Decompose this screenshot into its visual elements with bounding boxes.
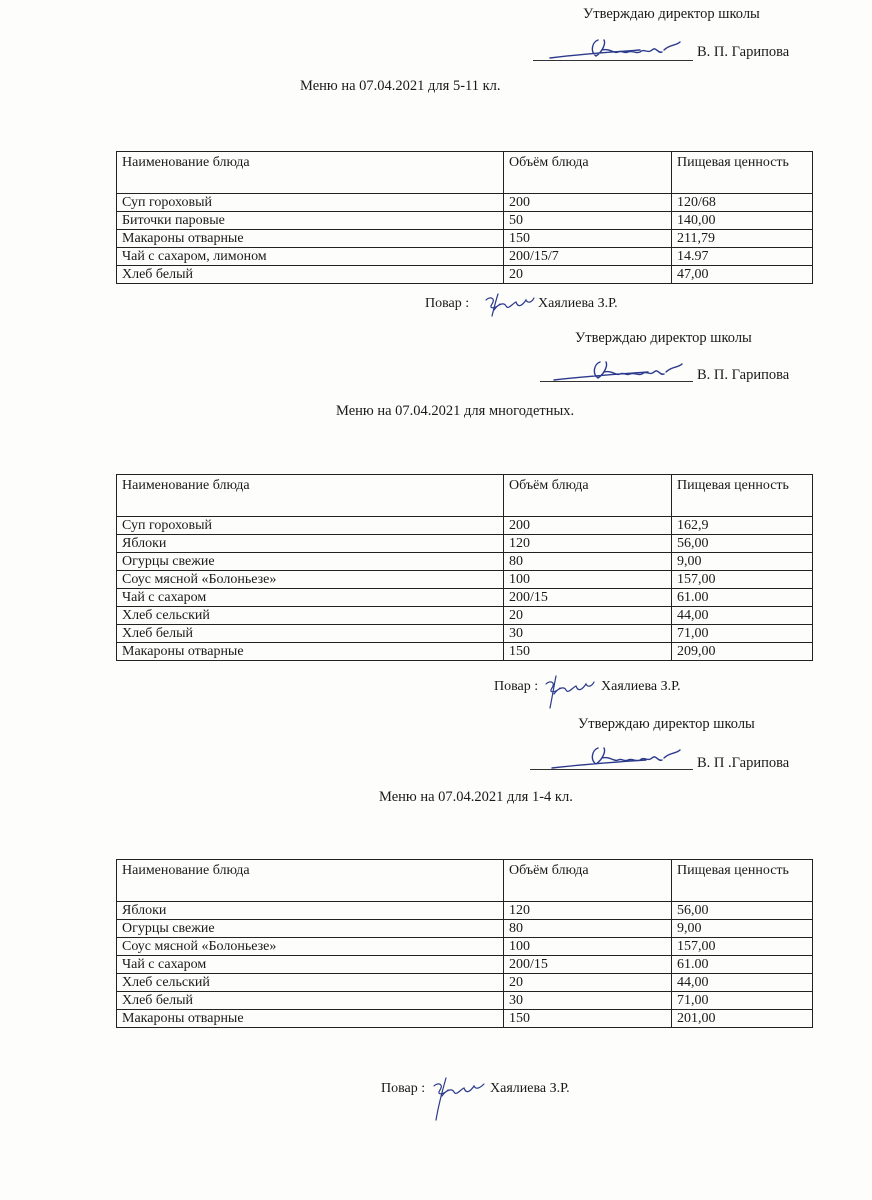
- cell-value: 211,79: [672, 230, 813, 248]
- table-row: [117, 1010, 813, 1028]
- header-dish: Наименование блюда: [117, 152, 504, 194]
- cell-value: 44,00: [672, 607, 813, 625]
- cell-value: 47,00: [672, 266, 813, 284]
- cook-label: Повар :: [425, 296, 470, 311]
- cell-dish: Соус мясной «Болоньезе»: [117, 571, 504, 589]
- approval-text: Утверждаю директор школы: [583, 6, 760, 22]
- menu-table: [116, 474, 813, 661]
- table-row: [117, 902, 813, 920]
- cell-value: 61.00: [672, 589, 813, 607]
- table-row: [117, 956, 813, 974]
- table-header-row: [117, 152, 813, 194]
- cook-signature-icon: [482, 290, 538, 320]
- header-volume: Объём блюда: [504, 152, 672, 194]
- cell-dish: Чай с сахаром: [117, 956, 504, 974]
- approval-text: Утверждаю директор школы: [578, 716, 755, 732]
- cell-volume: 80: [504, 920, 672, 938]
- menu-title: Меню на 07.04.2021 для 5-11 кл.: [300, 78, 501, 94]
- header-value: Пищевая ценность: [672, 860, 813, 902]
- cell-dish: Биточки паровые: [117, 212, 504, 230]
- cook-label: Повар :: [494, 679, 539, 694]
- cell-dish: Чай с сахаром: [117, 589, 504, 607]
- cell-volume: 200/15/7: [504, 248, 672, 266]
- cell-dish: Огурцы свежие: [117, 920, 504, 938]
- cell-value: 9,00: [672, 553, 813, 571]
- cell-value: 120/68: [672, 194, 813, 212]
- table-row: [117, 607, 813, 625]
- cook-name: Хаялиева З.Р.: [601, 679, 681, 694]
- table-row: [117, 194, 813, 212]
- cell-dish: Макароны отварные: [117, 1010, 504, 1028]
- cook-name: Хаялиева З.Р.: [490, 1081, 570, 1096]
- cell-volume: 200: [504, 517, 672, 535]
- cell-dish: Макароны отварные: [117, 230, 504, 248]
- table-header-row: [117, 475, 813, 517]
- menu-title: Меню на 07.04.2021 для многодетных.: [336, 403, 575, 419]
- cell-volume: 120: [504, 535, 672, 553]
- cell-volume: 100: [504, 571, 672, 589]
- table-row: [117, 974, 813, 992]
- menu-table: [116, 151, 813, 284]
- cell-volume: 20: [504, 607, 672, 625]
- cell-volume: 150: [504, 230, 672, 248]
- cell-value: 71,00: [672, 992, 813, 1010]
- cook-name: Хаялиева З.Р.: [538, 296, 618, 311]
- cell-dish: Хлеб белый: [117, 625, 504, 643]
- header-value: Пищевая ценность: [672, 152, 813, 194]
- director-name: В. П .Гарипова: [697, 755, 790, 771]
- header-dish: Наименование блюда: [117, 860, 504, 902]
- cell-value: 162,9: [672, 517, 813, 535]
- cell-value: 201,00: [672, 1010, 813, 1028]
- cell-volume: 20: [504, 974, 672, 992]
- cell-dish: Огурцы свежие: [117, 553, 504, 571]
- table-row: [117, 535, 813, 553]
- table-header-row: [117, 860, 813, 902]
- cell-volume: 150: [504, 643, 672, 661]
- cell-volume: 30: [504, 625, 672, 643]
- cell-dish: Хлеб белый: [117, 992, 504, 1010]
- table-row: [117, 625, 813, 643]
- table-row: [117, 212, 813, 230]
- cell-value: 157,00: [672, 938, 813, 956]
- table-row: [117, 992, 813, 1010]
- table-row: [117, 517, 813, 535]
- cell-volume: 30: [504, 992, 672, 1010]
- table-row: [117, 589, 813, 607]
- cell-volume: 50: [504, 212, 672, 230]
- director-name: В. П. Гарипова: [697, 44, 790, 60]
- cook-signature-icon: [430, 1072, 488, 1124]
- cell-volume: 200/15: [504, 589, 672, 607]
- cook-signature-icon: [542, 672, 598, 712]
- cell-volume: 200: [504, 194, 672, 212]
- cell-value: 61.00: [672, 956, 813, 974]
- menu-table: [116, 859, 813, 1028]
- header-value: Пищевая ценность: [672, 475, 813, 517]
- cell-value: 56,00: [672, 902, 813, 920]
- cell-volume: 200/15: [504, 956, 672, 974]
- table-row: [117, 571, 813, 589]
- cell-value: 9,00: [672, 920, 813, 938]
- table-row: [117, 266, 813, 284]
- cell-value: 56,00: [672, 535, 813, 553]
- header-volume: Объём блюда: [504, 860, 672, 902]
- table-row: [117, 248, 813, 266]
- cell-dish: Соус мясной «Болоньезе»: [117, 938, 504, 956]
- cell-value: 209,00: [672, 643, 813, 661]
- table-row: [117, 643, 813, 661]
- cell-volume: 150: [504, 1010, 672, 1028]
- cell-value: 157,00: [672, 571, 813, 589]
- director-signature-icon: [540, 32, 690, 66]
- cell-dish: Яблоки: [117, 535, 504, 553]
- table-row: [117, 553, 813, 571]
- table-row: [117, 230, 813, 248]
- cell-dish: Хлеб сельский: [117, 607, 504, 625]
- header-volume: Объём блюда: [504, 475, 672, 517]
- director-name: В. П. Гарипова: [697, 367, 790, 383]
- cell-dish: Хлеб белый: [117, 266, 504, 284]
- cell-dish: Чай с сахаром, лимоном: [117, 248, 504, 266]
- cell-value: 71,00: [672, 625, 813, 643]
- table-row: [117, 938, 813, 956]
- director-signature-icon: [548, 352, 698, 386]
- cell-volume: 20: [504, 266, 672, 284]
- menu-title: Меню на 07.04.2021 для 1-4 кл.: [379, 789, 573, 805]
- cell-value: 140,00: [672, 212, 813, 230]
- cell-volume: 100: [504, 938, 672, 956]
- cell-value: 44,00: [672, 974, 813, 992]
- cell-dish: Хлеб сельский: [117, 974, 504, 992]
- approval-text: Утверждаю директор школы: [575, 330, 752, 346]
- cell-dish: Макароны отварные: [117, 643, 504, 661]
- cell-volume: 80: [504, 553, 672, 571]
- header-dish: Наименование блюда: [117, 475, 504, 517]
- cell-dish: Суп гороховый: [117, 517, 504, 535]
- cell-dish: Яблоки: [117, 902, 504, 920]
- cell-value: 14.97: [672, 248, 813, 266]
- cell-volume: 120: [504, 902, 672, 920]
- table-row: [117, 920, 813, 938]
- director-signature-icon: [546, 738, 696, 772]
- cell-dish: Суп гороховый: [117, 194, 504, 212]
- cook-label: Повар :: [381, 1081, 426, 1096]
